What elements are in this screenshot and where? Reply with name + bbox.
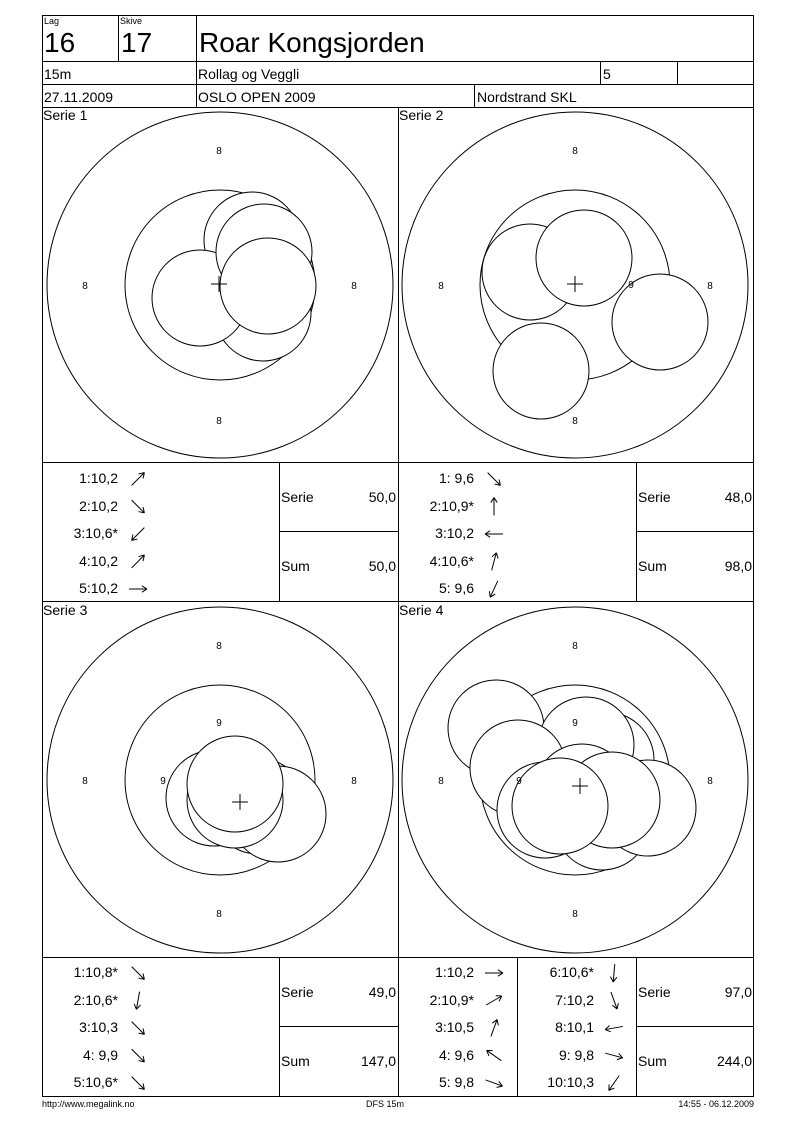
shot-direction-arrow-icon [132,555,145,568]
shot-score: 1:10,2 [435,964,474,980]
lag-value: 16 [44,27,76,58]
ring-number-label: 8 [438,281,444,292]
serie-3-sum-value: 147,0 [360,1053,396,1069]
ring-number-label: 9 [160,776,166,787]
competition-name: OSLO OPEN 2009 [198,89,316,105]
ring-number-label: 8 [216,641,222,652]
shot-direction-arrow-icon [132,1049,145,1062]
shot-direction-arrow-icon [611,992,618,1009]
ring-number-label: 8 [216,146,222,157]
target-serie-1 [47,112,393,458]
shot-direction-arrow-icon [492,553,498,570]
shot-direction-arrow-icon [487,1050,502,1060]
shot-direction-arrow-icon [132,967,145,980]
shot-score: 2:10,9* [429,991,474,1008]
shot-score: 8:10,1 [555,1019,594,1035]
ring-number-label: 8 [572,416,578,427]
ring-number-label: 8 [572,909,578,920]
shot-direction-arrow-icon [605,1026,623,1032]
shot-direction-arrow-icon [129,586,147,592]
shot-hole [220,238,316,334]
serie-4-title: Serie 4 [399,602,444,618]
serie-4-serie-value: 97,0 [724,984,752,1000]
shot-score: 4: 9,6 [438,1046,474,1063]
shot-direction-arrow-icon [134,992,140,1010]
shot-direction-arrow-icon [132,473,145,486]
ring-number-label: 8 [82,776,88,787]
shot-direction-arrow-icon [132,528,145,541]
shot-direction-arrow-icon [610,964,616,982]
footer-program: DFS 15m [366,1099,405,1109]
shot-direction-arrow-icon [486,996,502,1005]
ring-number-label: 8 [438,776,444,787]
shot-score: 4: 9,9 [82,1046,118,1063]
shot-direction-arrow-icon [605,1053,622,1059]
shot-direction-arrow-icon [491,498,497,516]
shot-hole [493,323,589,419]
shot-score: 9: 9,8 [558,1046,594,1063]
shot-direction-arrow-icon [491,1020,498,1037]
serie-1-serie-value: 50,0 [368,489,396,505]
skive-label: Skive [120,16,143,26]
target-serie-3 [47,607,393,953]
shot-score: 5: 9,6 [438,580,474,596]
distance: 15m [44,66,72,82]
shot-score: 2:10,6* [73,991,118,1008]
serie-4-sum-label: Sum [638,1053,667,1069]
shot-direction-arrow-icon [132,500,145,513]
host-club: Nordstrand SKL [477,89,577,105]
shot-score: 5:10,6* [73,1074,118,1090]
serie-2-serie-value: 48,0 [724,489,752,505]
serie-2-title: Serie 2 [399,107,444,123]
serie-3-serie-value: 49,0 [368,984,396,1000]
serie-2-sum-value: 98,0 [724,558,752,574]
class-value: 5 [603,66,611,82]
lag-label: Lag [44,16,60,26]
shot-score: 3:10,6* [73,525,118,541]
serie-2-serie-label: Serie [638,489,671,505]
ring-number-label: 8 [572,641,578,652]
shot-direction-arrow-icon [485,531,503,537]
serie-1-serie-label: Serie [281,489,314,505]
club-name: Rollag og Veggli [198,66,300,82]
target-serie-4 [402,607,748,953]
ring-number-label: 8 [216,909,222,920]
shot-score: 2:10,9* [429,497,474,514]
serie-3-title: Serie 3 [43,602,88,618]
shot-score: 6:10,6* [549,964,594,980]
ring-number-label: 8 [351,776,357,787]
shot-direction-arrow-icon [489,581,497,597]
ring-number-label: 8 [216,416,222,427]
serie-1-sum-value: 50,0 [368,558,396,574]
shot-score: 4:10,6* [429,552,474,569]
serie-2-sum-label: Sum [638,558,667,574]
shot-score: 5: 9,8 [438,1074,474,1090]
shot-score: 1: 9,6 [438,470,474,486]
serie-4-sum-value: 244,0 [716,1053,752,1069]
ring-number-label: 9 [516,776,522,787]
shot-score: 5:10,2 [79,580,118,596]
shot-score: 4:10,2 [79,552,118,569]
shot-score: 2:10,2 [79,497,118,514]
shot-score: 3:10,3 [79,1019,118,1035]
ring-number-label: 9 [572,718,578,729]
serie-1-title: Serie 1 [43,107,88,123]
ring-number-label: 9 [628,280,634,291]
skive-value: 17 [121,27,153,58]
shot-score: 7:10,2 [555,991,594,1008]
shot-hole [612,274,708,370]
footer-url: http://www.megalink.no [42,1099,135,1109]
serie-4-serie-label: Serie [638,984,671,1000]
shot-score: 1:10,2 [79,470,118,486]
shot-hole [187,736,283,832]
shot-direction-arrow-icon [488,473,501,486]
ring-number-label: 8 [351,281,357,292]
serie-1-sum-label: Sum [281,558,310,574]
ring-number-label: 8 [82,281,88,292]
shooter-name: Roar Kongsjorden [199,27,425,58]
ring-number-label: 8 [707,281,713,292]
shot-direction-arrow-icon [486,1080,503,1087]
shot-direction-arrow-icon [132,1022,145,1035]
shot-score: 3:10,5 [435,1019,474,1035]
shot-score: 3:10,2 [435,525,474,541]
ring-number-label: 9 [216,718,222,729]
ring-number-label: 8 [572,146,578,157]
shot-hole [512,758,608,854]
shot-score: 1:10,8* [73,964,118,980]
shot-direction-arrow-icon [485,970,503,976]
shot-score: 10:10,3 [547,1074,594,1090]
footer-timestamp: 14:55 - 06.12.2009 [678,1099,754,1109]
shot-direction-arrow-icon [132,1077,145,1090]
serie-3-sum-label: Sum [281,1053,310,1069]
ring-number-label: 8 [707,776,713,787]
date: 27.11.2009 [44,89,114,105]
shot-hole [536,210,632,306]
serie-3-serie-label: Serie [281,984,314,1000]
target-serie-2 [402,112,748,458]
shot-direction-arrow-icon [609,1076,619,1091]
